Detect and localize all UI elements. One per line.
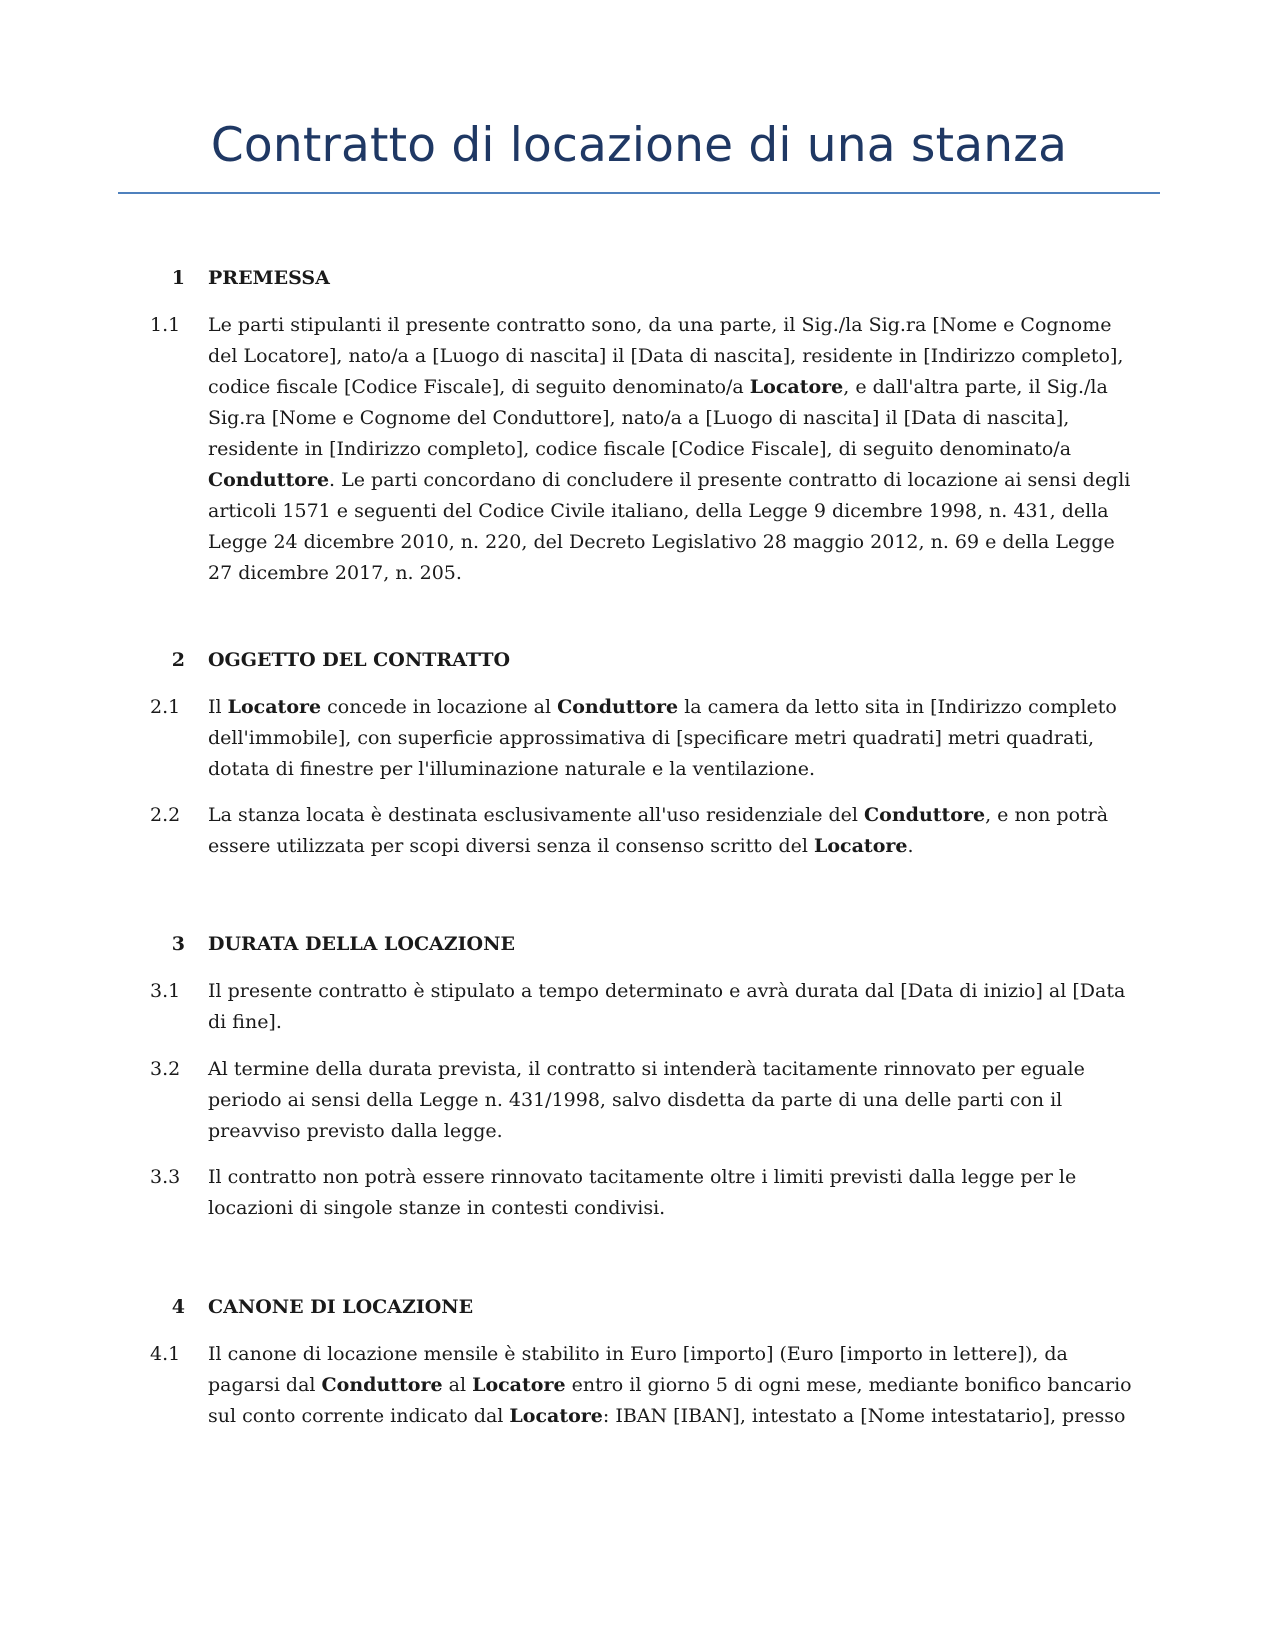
clause-line [208, 831, 1143, 862]
clause-line [208, 1370, 1143, 1401]
section-number: 4 [171, 1296, 185, 1318]
clause-line [208, 403, 1143, 434]
clause-number: 3.1 [150, 980, 181, 1002]
clause-line [208, 310, 1143, 341]
defined-term: Conduttore [557, 696, 679, 718]
clause-line [208, 1085, 1143, 1116]
clause-text [208, 1162, 1143, 1224]
clause-line [208, 1162, 1143, 1193]
text-run: residente in [Indirizzo completo], codice fiscale [Codice Fiscale], di seguito denominato/a [208, 438, 1072, 460]
section-number: 2 [171, 649, 185, 671]
text-run: concede in locazione al [321, 696, 558, 718]
defined-term: Locatore [227, 696, 322, 718]
text-run: , e non potrà [985, 804, 1109, 826]
section-number: 3 [171, 933, 185, 955]
section-title: OGGETTO DEL CONTRATTO [208, 649, 511, 671]
text-run: preavviso previsto dalla legge. [208, 1120, 503, 1142]
clause-line [208, 558, 1143, 589]
clause-line [208, 372, 1143, 403]
text-run: del Locatore], nato/a a [Luogo di nascita] il [Data di nascita], residente in [Indirizzo completo], [208, 345, 1124, 367]
clause-text [208, 1339, 1143, 1432]
clause-line [208, 754, 1143, 785]
clause-number: 4.1 [150, 1343, 181, 1365]
clause-text [208, 1054, 1143, 1147]
defined-term: Locatore [814, 835, 908, 857]
text-run: , e dall'altra parte, il Sig./la [843, 376, 1108, 398]
text-run: periodo ai sensi della Legge n. 431/1998, salvo disdetta da parte di una delle parti con il [208, 1089, 1063, 1111]
clause-line [208, 341, 1143, 372]
title-underline [118, 192, 1160, 194]
text-run: essere utilizzata per scopi diversi senza il consenso scritto del [208, 835, 815, 857]
clause-line [208, 496, 1143, 527]
text-run: Sig.ra [Nome e Cognome del Conduttore], nato/a a [Luogo di nascita] il [Data di nascita], [208, 407, 1070, 429]
defined-term: Locatore [472, 1374, 566, 1396]
text-run: Il contratto non potrà essere rinnovato tacitamente oltre i limiti previsti dalla legge per le [208, 1166, 1077, 1188]
clause-text [208, 976, 1143, 1038]
clause-line [208, 976, 1143, 1007]
section-title: DURATA DELLA LOCAZIONE [208, 933, 515, 955]
clause-number: 2.2 [150, 804, 181, 826]
text-run: articoli 1571 e seguenti del Codice Civile italiano, della Legge 9 dicembre 1998, n. 431, della [208, 500, 1109, 522]
defined-term: Conduttore [208, 469, 330, 491]
clause-number: 1.1 [150, 314, 181, 336]
document-title: Contratto di locazione di una stanza [210, 118, 1068, 173]
text-run: la camera da letto sita in [Indirizzo completo [678, 696, 1117, 718]
clause-line [208, 1116, 1143, 1147]
text-run: sul conto corrente indicato dal [208, 1405, 510, 1427]
defined-term: Conduttore [321, 1374, 443, 1396]
text-run: al [442, 1374, 473, 1396]
clause-text [208, 692, 1143, 785]
text-run: di fine]. [208, 1011, 282, 1033]
text-run: codice fiscale [Codice Fiscale], di seguito denominato/a [208, 376, 750, 398]
text-run: Il presente contratto è stipulato a tempo determinato e avrà durata dal [Data di inizio] al [Data [208, 980, 1126, 1002]
clause-number: 3.2 [150, 1058, 181, 1080]
clause-line [208, 465, 1143, 496]
clause-line [208, 692, 1143, 723]
section-title: CANONE DI LOCAZIONE [208, 1296, 474, 1318]
section-number: 1 [171, 267, 185, 289]
text-run: . Le parti concordano di concludere il presente contratto di locazione ai sensi degli [329, 469, 1131, 491]
text-run: Il [208, 696, 228, 718]
defined-term: Locatore [509, 1405, 603, 1427]
text-run: La stanza locata è destinata esclusivamente all'uso residenziale del [208, 804, 865, 826]
text-run: . [907, 835, 914, 857]
clause-line [208, 1054, 1143, 1085]
text-run: : IBAN [IBAN], intestato a [Nome intestatario], presso [602, 1405, 1126, 1427]
text-run: Legge 24 dicembre 2010, n. 220, del Decreto Legislativo 28 maggio 2012, n. 69 e della Legge [208, 531, 1115, 553]
clause-number: 2.1 [150, 696, 181, 718]
clause-line [208, 723, 1143, 754]
clause-text [208, 310, 1143, 589]
clause-line [208, 800, 1143, 831]
text-run: Al termine della durata prevista, il contratto si intenderà tacitamente rinnovato per eguale [208, 1058, 1085, 1080]
text-run: entro il giorno 5 di ogni mese, mediante bonifico bancario [565, 1374, 1132, 1396]
defined-term: Conduttore [864, 804, 986, 826]
clause-line [208, 1193, 1143, 1224]
clause-line [208, 1339, 1143, 1370]
clause-number: 3.3 [150, 1166, 181, 1188]
text-run: locazioni di singole stanze in contesti condivisi. [208, 1197, 666, 1219]
text-run: 27 dicembre 2017, n. 205. [208, 562, 462, 584]
clause-line [208, 434, 1143, 465]
clause-line [208, 1401, 1143, 1432]
text-run: Le parti stipulanti il presente contratto sono, da una parte, il Sig./la Sig.ra [Nome e Cognome [208, 314, 1112, 336]
defined-term: Locatore [749, 376, 844, 398]
text-run: dotata di finestre per l'illuminazione naturale e la ventilazione. [208, 758, 816, 780]
text-run: pagarsi dal [208, 1374, 322, 1396]
clause-line [208, 527, 1143, 558]
clause-line [208, 1007, 1143, 1038]
section-title: PREMESSA [208, 267, 330, 289]
text-run: Il canone di locazione mensile è stabilito in Euro [importo] (Euro [importo in lettere]), da [208, 1343, 1068, 1365]
clause-text [208, 800, 1143, 862]
text-run: dell'immobile], con superficie approssimativa di [specificare metri quadrati] metri quadrati, [208, 727, 1095, 749]
